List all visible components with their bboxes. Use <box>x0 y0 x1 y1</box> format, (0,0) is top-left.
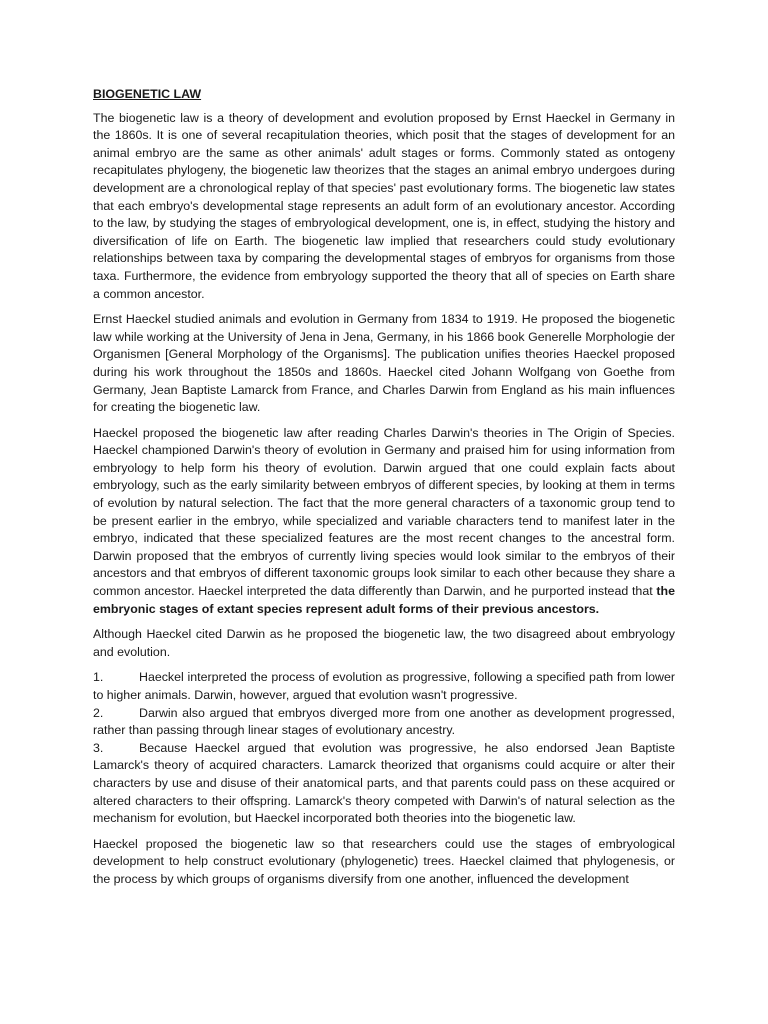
paragraph-phylogenetic-trees: Haeckel proposed the biogenetic law so that researchers could use the stages of embryological development to help construct evolutionary (phylogenetic) trees. Haeckel claimed that phylogenesis, or the process by which groups of organisms diversify from one another, influenced the development <box>93 836 675 886</box>
list-item-text: Haeckel interpreted the process of evolution as progressive, following a specified path from lower to higher animals. Darwin, however, argued that evolution wasn't progressive. <box>93 670 675 702</box>
paragraph-haeckel-bio: Ernst Haeckel studied animals and evolution in Germany from 1834 to 1919. He proposed the biogenetic law while working at the University of Jena in Jena, Germany, in his 1866 book Generelle Morphologie der Organismen [General Morphology of the Organisms]. The publication unifies theories Haeckel proposed during his work throughout the 1850s and 1860s. Haeckel cited Johann Wolfgang von Goethe from Germany, Jean Baptiste Lamarck from France, and Charles Darwin from England as his main influences for creating the biogenetic law. <box>93 312 675 415</box>
paragraph-darwin-influence-bold: the embryonic stages of extant species represent adult forms of their previous ancestors. <box>93 584 675 616</box>
list-item <box>93 705 675 740</box>
paragraph-darwin-influence <box>93 425 675 619</box>
list-item-text: Darwin also argued that embryos diverged more from one another as development progressed, rather than passing through linear stages of evolutionary ancestry. <box>93 705 675 738</box>
list-item <box>93 669 675 704</box>
document-title: BIOGENETIC LAW <box>93 87 202 101</box>
paragraph-darwin-influence-text: Haeckel proposed the biogenetic law after reading Charles Darwin's theories in The Origin of Species. Haeckel championed Darwin's theory of evolution in Germany and praised him for using information from embryology to help form his theory of evolution. Darwin argued that one could explain facts about embryology, such as the early similarity between embryos of different species, by looking at them in terms of evolution by natural selection. The fact that the more general characters of a taxonomic group tend to be present earlier in the embryo, while specialized and variable characters tend to manifest later in the embryo, indicated that these specialized features are the most recent changes to the ancestral form. Darwin proposed that the embryos of currently living species would look similar to the embryos of their ancestors and that embryos of different taxonomic groups look similar to each other because they share a common ancestor. Haeckel interpreted the data differently than Darwin, and he purported instead that <box>93 425 675 599</box>
list-item-text: Because Haeckel argued that evolution was progressive, he also endorsed Jean Baptiste Lamarck's theory of acquired characters. Lamarck theorized that organisms could acquire or alter their characters by use and disuse of their anatomical parts, and that parents could pass on these acquired or altered characters to their offspring. Lamarck's theory competed with Darwin's of natural selection as the mechanism for evolution, but Haeckel incorporated both theories into the biogenetic law. <box>93 740 675 826</box>
list-item-number: 3. <box>93 740 104 755</box>
list-item-number: 1. <box>93 670 104 685</box>
document-page <box>93 86 675 897</box>
paragraph-disagreement: Although Haeckel cited Darwin as he proposed the biogenetic law, the two disagreed about embryology and evolution. <box>93 627 675 659</box>
list-item-number: 2. <box>93 705 104 720</box>
disagreement-list <box>93 669 675 827</box>
paragraph-intro: The biogenetic law is a theory of development and evolution proposed by Ernst Haeckel in Germany in the 1860s. It is one of several recapitulation theories, which posit that the stages of development for an animal embryo are the same as other animals' adult stages or forms. Commonly stated as ontogeny recapitulates phylogeny, the biogenetic law theorizes that the stages an animal embryo undergoes during development are a chronological replay of that species' past evolutionary forms. The biogenetic law states that each embryo's developmental stage represents an adult form of an evolutionary ancestor. According to the law, by studying the stages of embryological development, one is, in effect, studying the history and diversification of life on Earth. The biogenetic law implied that researchers could study evolutionary relationships between taxa by comparing the developmental stages of embryos for organisms from those taxa. Furthermore, the evidence from embryology supported the theory that all of species on Earth share a common ancestor. <box>93 110 675 301</box>
list-item <box>93 740 675 828</box>
